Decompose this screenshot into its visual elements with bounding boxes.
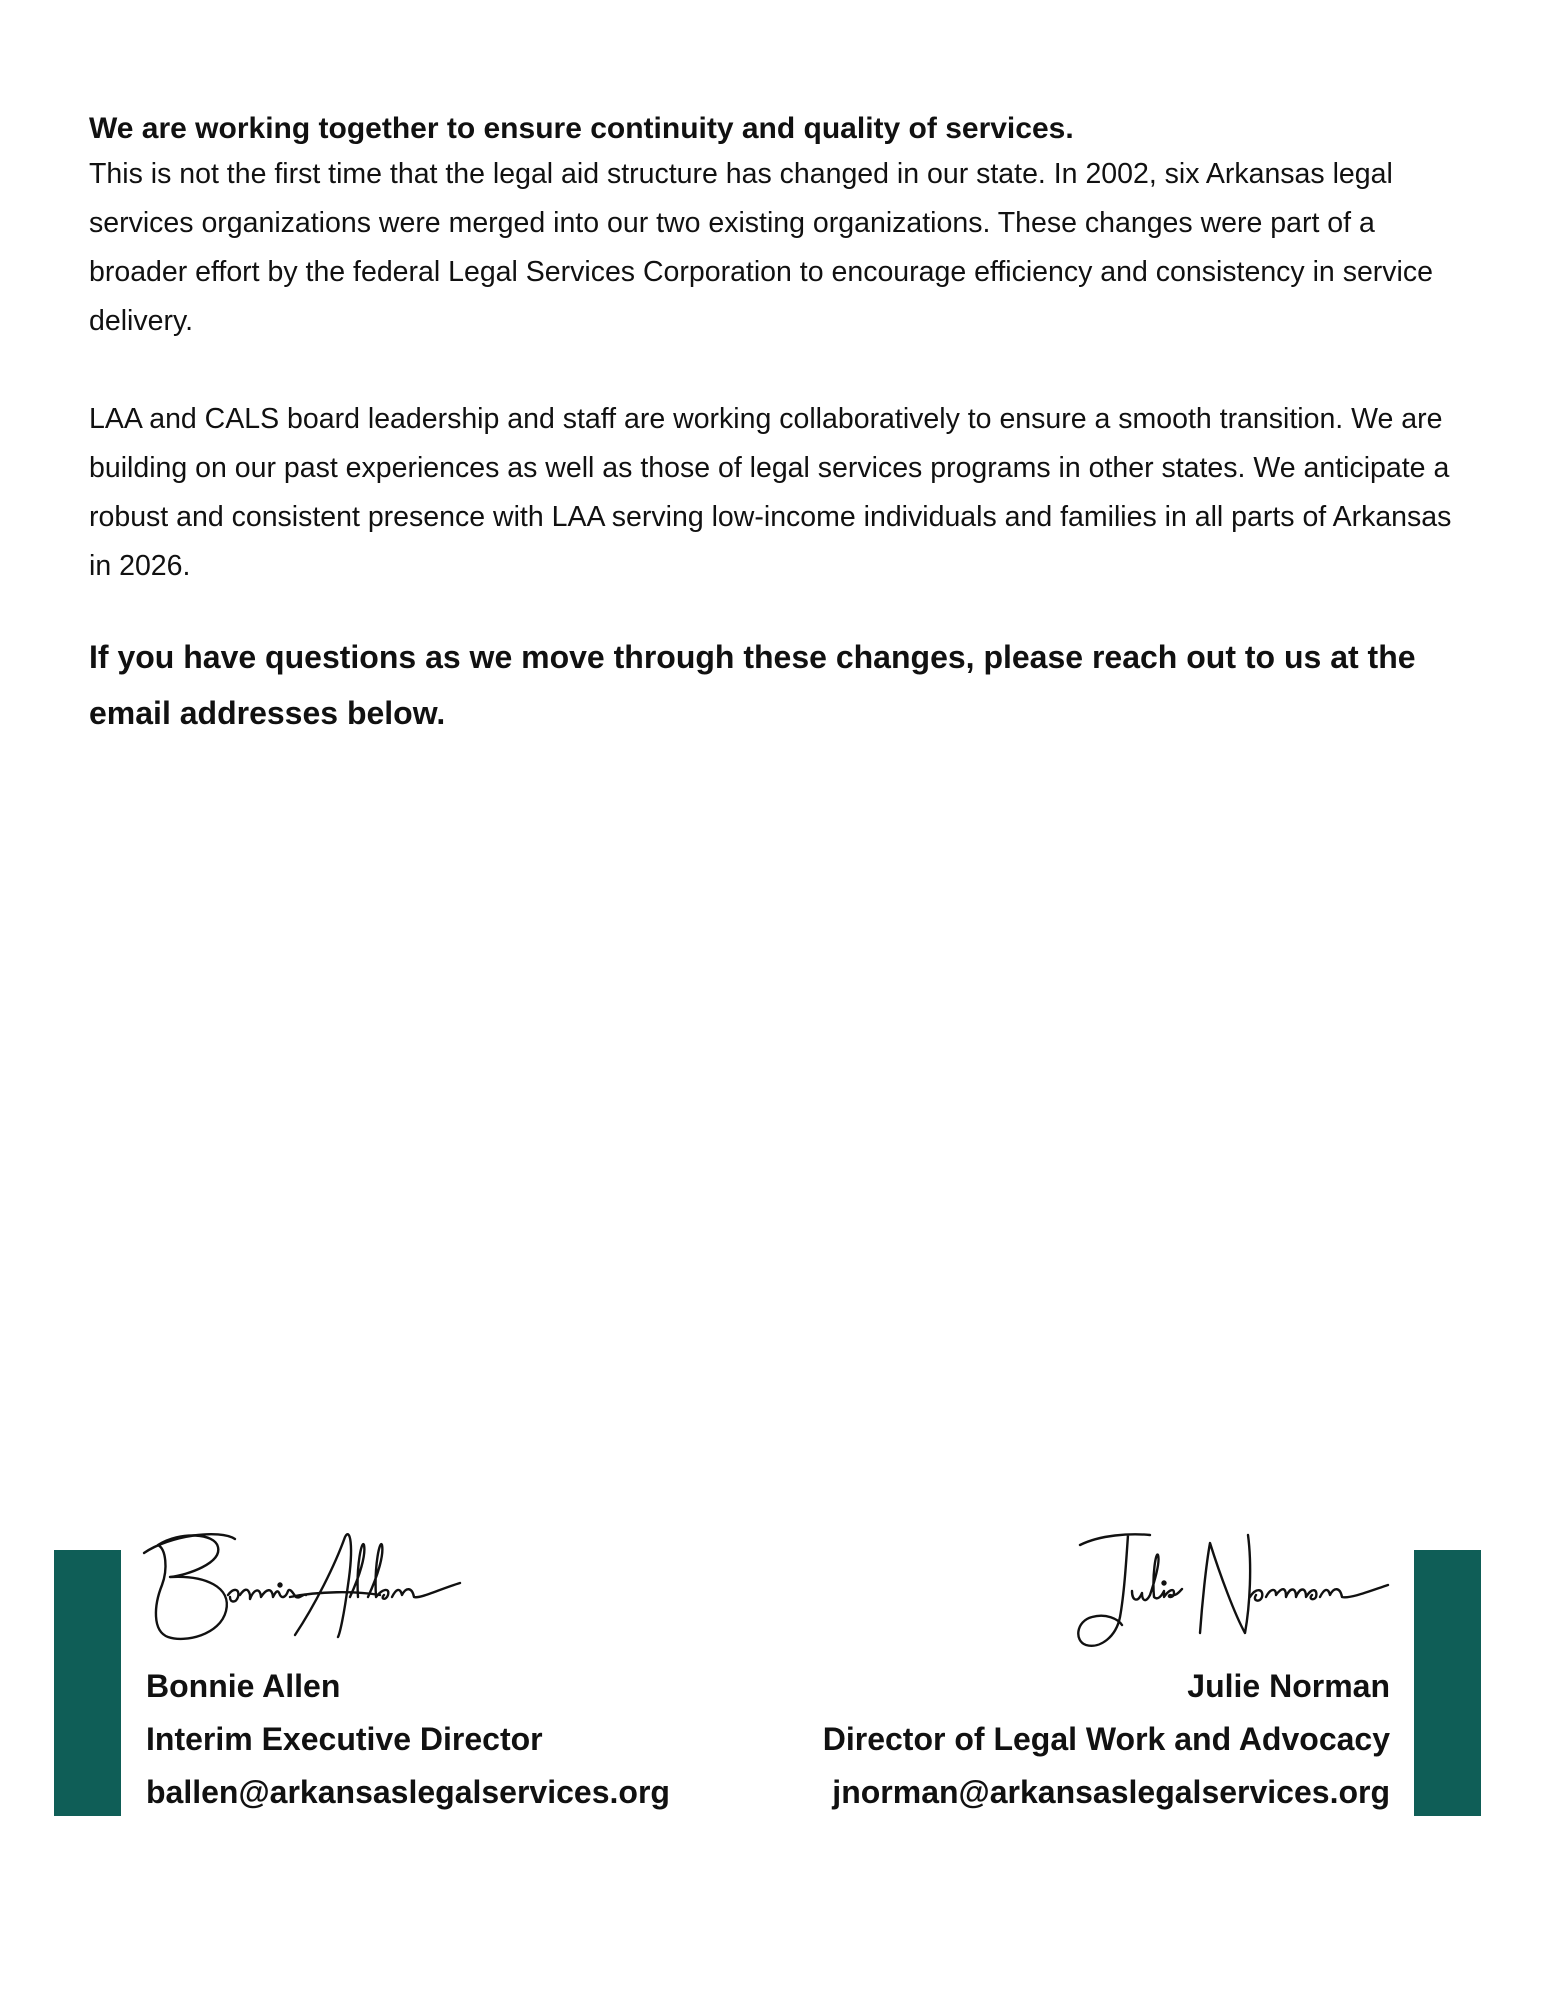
signer-name: Julie Norman xyxy=(1187,1668,1390,1704)
handwritten-signature-left xyxy=(140,1525,485,1660)
signer-block-left xyxy=(146,1660,670,1819)
paragraph-history: This is not the first time that the legal aid structure has changed in our state. In 2002, six Arkansas legal services organizations were merged into our two existing organizations. These changes were part of a broader effort by the federal Legal Services Corporation to encourage efficiency and consistency in service delivery. xyxy=(89,158,1433,337)
right-accent-bar xyxy=(1414,1550,1481,1816)
paragraph-transition: LAA and CALS board leadership and staff are working collaboratively to ensure a smooth transition. We are building on our past experiences as well as those of legal services programs in other states. We anticipate a robust and consistent presence with LAA serving low-income individuals and families in all parts of Arkansas in 2026. xyxy=(89,403,1452,582)
handwritten-signature-right xyxy=(1070,1525,1415,1660)
signer-email: ballen@arkansaslegalservices.org xyxy=(146,1774,670,1810)
signer-name: Bonnie Allen xyxy=(146,1668,341,1704)
letter-body xyxy=(89,108,1459,741)
signer-block-right xyxy=(823,1660,1390,1819)
signature-julie-norman xyxy=(1070,1525,1415,1660)
signer-title: Interim Executive Director xyxy=(146,1721,543,1757)
signature-bonnie-allen xyxy=(140,1525,485,1660)
signer-email: jnorman@arkansaslegalservices.org xyxy=(832,1774,1390,1810)
left-accent-bar xyxy=(54,1550,121,1816)
call-to-action: If you have questions as we move through these changes, please reach out to us at the email addresses below. xyxy=(89,639,1416,731)
signer-title: Director of Legal Work and Advocacy xyxy=(822,1721,1390,1757)
section-heading: We are working together to ensure continuity and quality of services. xyxy=(89,112,1074,145)
